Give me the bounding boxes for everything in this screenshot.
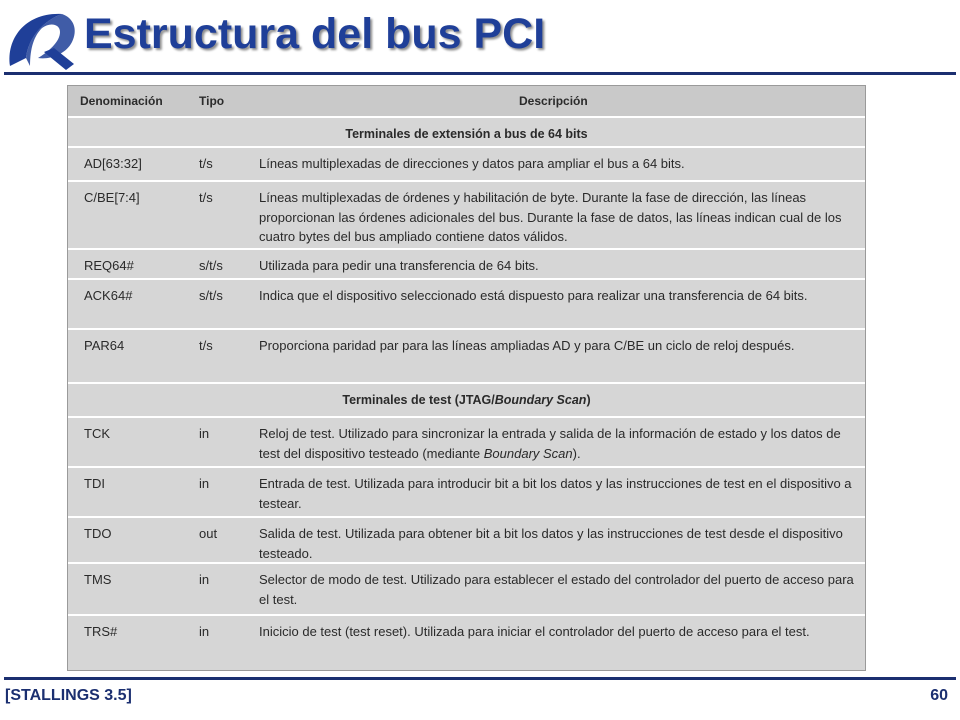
desc-prefix: Reloj de test. Utilizado para sincronizar la entrada y salida de la información de estado y los datos de test del dispositivo testeado (mediante	[259, 426, 841, 461]
footer-divider	[4, 677, 956, 680]
signal-description: Inicicio de test (test reset). Utilizada para iniciar el controlador del puerto de acceso para el test.	[259, 624, 810, 639]
table-row	[68, 468, 865, 518]
table-row	[68, 616, 865, 671]
citation: [STALLINGS 3.5]	[5, 687, 132, 704]
table-row	[68, 418, 865, 468]
page-number: 60	[930, 687, 948, 704]
signal-name: TDO	[84, 526, 112, 541]
signal-name: TRS#	[84, 624, 118, 639]
page-title: Estructura del bus PCI	[84, 10, 546, 58]
signal-type: in	[199, 476, 210, 491]
section-row-test	[68, 384, 865, 418]
header-name: Denominación	[80, 94, 163, 108]
table-row	[68, 280, 865, 330]
title-divider	[4, 72, 956, 75]
signal-name: ACK64#	[84, 288, 133, 303]
signal-description	[259, 424, 857, 463]
signal-description: Utilizada para pedir una transferencia de 64 bits.	[259, 258, 539, 273]
signal-name: PAR64	[84, 338, 125, 353]
header-type: Tipo	[199, 94, 225, 108]
signal-description: Líneas multiplexadas de direcciones y datos para ampliar el bus a 64 bits.	[259, 156, 685, 171]
table-row	[68, 330, 865, 384]
desc-italic: Boundary Scan	[483, 445, 573, 461]
table-row	[68, 518, 865, 564]
header-description: Descripción	[519, 94, 588, 108]
signal-type: in	[199, 426, 210, 441]
table-row	[68, 250, 865, 280]
signal-description: Selector de modo de test. Utilizado para establecer el estado del controlador del puerto de acceso para el test.	[259, 572, 854, 607]
signal-type: in	[199, 624, 210, 639]
section-test-italic: Boundary Scan	[494, 393, 587, 407]
table-row	[68, 148, 865, 182]
signal-description: Líneas multiplexadas de órdenes y habilitación de byte. Durante la fase de dirección, las líneas proporcionan las órdenes adicionales del bus. Durante la fase de datos, las líneas indican cual de los cuatro bytes del bus ampliado contiene datos válidos.	[259, 190, 842, 244]
logo-icon	[4, 8, 82, 74]
signal-type: t/s	[199, 156, 213, 171]
signal-type: t/s	[199, 338, 213, 353]
section-test-suffix: )	[586, 393, 591, 407]
signal-type: s/t/s	[199, 258, 223, 273]
signal-description: Salida de test. Utilizada para obtener bit a bit los datos y las instrucciones de test desde el dispositivo testeado.	[259, 526, 843, 561]
signal-description: Entrada de test. Utilizada para introducir bit a bit los datos y las instrucciones de test en el dispositivo a testear.	[259, 476, 852, 511]
section-row-64bit	[68, 118, 865, 148]
section-title-64bit: Terminales de extensión a bus de 64 bits	[345, 127, 588, 141]
section-test-prefix: Terminales de test (JTAG/	[342, 393, 495, 407]
pci-signal-table	[67, 85, 866, 671]
signal-name: TCK	[84, 426, 110, 441]
signal-description: Indica que el dispositivo seleccionado está dispuesto para realizar una transferencia de 64 bits.	[259, 288, 808, 303]
table-header	[68, 86, 865, 118]
signal-type: t/s	[199, 190, 213, 205]
signal-type: out	[199, 526, 218, 541]
signal-name: TDI	[84, 476, 105, 491]
desc-suffix: ).	[572, 445, 581, 461]
signal-name: REQ64#	[84, 258, 134, 273]
signal-description: Proporciona paridad par para las líneas ampliadas AD y para C/BE un ciclo de reloj después.	[259, 338, 795, 353]
signal-name: TMS	[84, 572, 112, 587]
signal-name: AD[63:32]	[84, 156, 142, 171]
signal-name: C/BE[7:4]	[84, 190, 140, 205]
signal-type: in	[199, 572, 210, 587]
table-row	[68, 564, 865, 616]
section-title-test	[68, 391, 865, 411]
signal-type: s/t/s	[199, 288, 223, 303]
table-row	[68, 182, 865, 250]
